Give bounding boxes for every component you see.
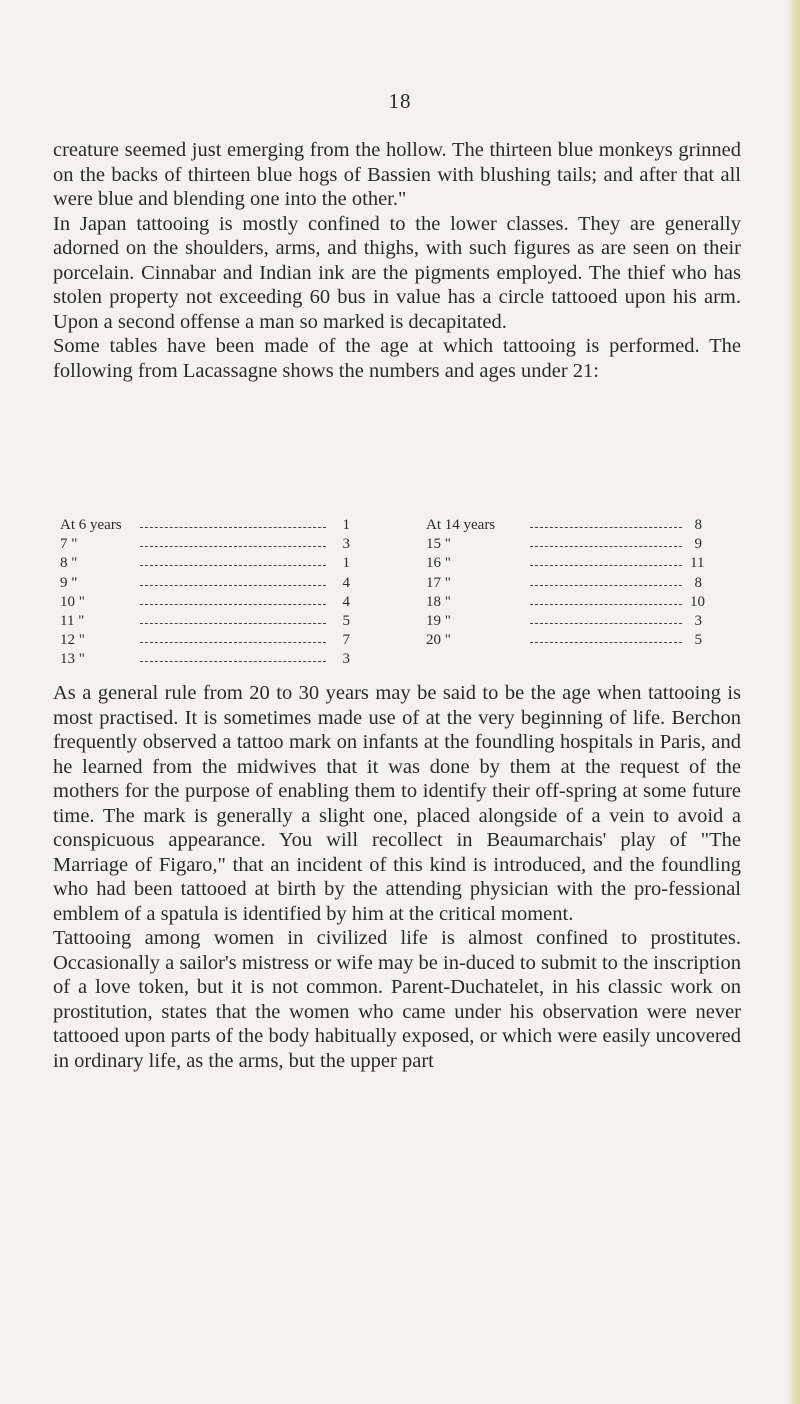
age-count: 7: [342, 632, 350, 649]
age-table-row: [60, 535, 350, 554]
age-label: 10 ": [60, 593, 85, 610]
age-label: 15 ": [426, 536, 451, 553]
age-label: 20 ": [426, 632, 451, 649]
age-table-right-column: [426, 516, 705, 650]
paragraph: creature seemed just emerging from the hollow. The thirteen blue monkeys grinned on the backs of thirteen blue hogs of Bassien with blushing tails; and after that all were blue and blending one into the other.": [53, 139, 741, 210]
leader-dots: [140, 527, 326, 528]
leader-dots: [530, 585, 682, 586]
age-table-row: [60, 554, 350, 573]
leader-dots: [140, 604, 326, 605]
age-count: 9: [694, 536, 702, 553]
text-block-bottom: [53, 681, 741, 1073]
age-table-row: [426, 593, 705, 612]
age-table-row: [426, 631, 702, 650]
age-table-row: [426, 612, 702, 631]
age-table-row: [60, 593, 350, 612]
leader-dots: [140, 642, 326, 643]
age-label: 12 ": [60, 632, 85, 649]
age-label: At 14 years: [426, 517, 496, 533]
age-table-row: [60, 574, 350, 593]
age-label: 8 ": [60, 555, 78, 572]
paragraph: In Japan tattooing is mostly confined to the lower classes. They are generally adorned on the shoulders, arms, and thighs, with such figures as are seen on their porcelain. Cinnabar and Indian ink are the pigments employed. The thief who has stolen property not exceeding 60 bus in value has a circle tattooed upon his arm. Upon a second offense a man so marked is decapitated.: [53, 212, 741, 333]
leader-dots: [140, 546, 326, 547]
age-label: 13 ": [60, 651, 85, 668]
age-label: 16 ": [426, 555, 451, 572]
age-count: 5: [342, 612, 350, 629]
leader-dots: [530, 623, 682, 624]
age-table-row: [426, 554, 705, 573]
age-count: 10: [690, 593, 705, 610]
age-count: 8: [694, 574, 702, 591]
age-table-row: [60, 516, 350, 535]
text-block-top: [53, 138, 741, 383]
age-count: 4: [342, 574, 350, 591]
age-count: 1: [342, 517, 350, 533]
age-count: 1: [342, 555, 350, 572]
age-count: 3: [342, 536, 350, 553]
paragraph: Tattooing among women in civilized life is almost confined to prostitutes. Occasionally a sailor's mistress or wife may be in-duced to submit to the inscription of a love token, but it is not common. Parent-Duchatelet, in his classic work on prostitution, states that the women who came under his observation were never tattooed upon parts of the body habitually exposed, or which were easily uncovered in ordinary life, as the arms, but the upper part: [53, 927, 741, 1072]
age-count: 11: [690, 555, 705, 572]
age-label: 18 ": [426, 593, 451, 610]
age-count: 3: [342, 651, 350, 668]
leader-dots: [530, 604, 682, 605]
age-label: 7 ": [60, 536, 78, 553]
age-table-row: [60, 650, 350, 669]
age-table-row: [60, 631, 350, 650]
age-table-row: [60, 612, 350, 631]
leader-dots: [140, 661, 326, 662]
leader-dots: [530, 546, 682, 547]
page-edge: [786, 0, 800, 1404]
age-label: 19 ": [426, 612, 451, 629]
leader-dots: [530, 565, 682, 566]
leader-dots: [140, 565, 326, 566]
age-count: 4: [342, 593, 350, 610]
age-count: 8: [694, 517, 702, 533]
age-table-row: [426, 516, 702, 535]
page-number: 18: [388, 89, 412, 113]
leader-dots: [140, 623, 326, 624]
age-count: 5: [694, 632, 702, 649]
age-label: 17 ": [426, 574, 451, 591]
age-count: 3: [694, 612, 702, 629]
leader-dots: [530, 642, 682, 643]
age-table-left-column: [60, 516, 350, 670]
age-table-row: [426, 574, 702, 593]
paragraph: As a general rule from 20 to 30 years may be said to be the age when tattooing is most practised. It is sometimes made use of at the very beginning of life. Berchon frequently observed a tattoo mark on infants at the foundling hospitals in Paris, and he learned from the midwives that it was done by them at the request of the mothers for the purpose of enabling them to identify their off-spring at some future time. The mark is generally a slight one, placed alongside of a vein to avoid a conspicuous appearance. You will recollect in Beaumarchais' play of "The Marriage of Figaro," that an incident of this kind is introduced, and the foundling who had been tattooed at birth by the attending physician with the pro-fessional emblem of a spatula is identified by him at the critical moment.: [53, 682, 741, 925]
age-table-row: [426, 535, 702, 554]
leader-dots: [140, 585, 326, 586]
age-label: At 6 years: [60, 517, 122, 533]
age-label: 9 ": [60, 574, 78, 591]
leader-dots: [530, 527, 682, 528]
paragraph: Some tables have been made of the age at which tattooing is performed. The following from Lacassagne shows the numbers and ages under 21:: [53, 335, 741, 382]
age-label: 11 ": [60, 612, 85, 629]
